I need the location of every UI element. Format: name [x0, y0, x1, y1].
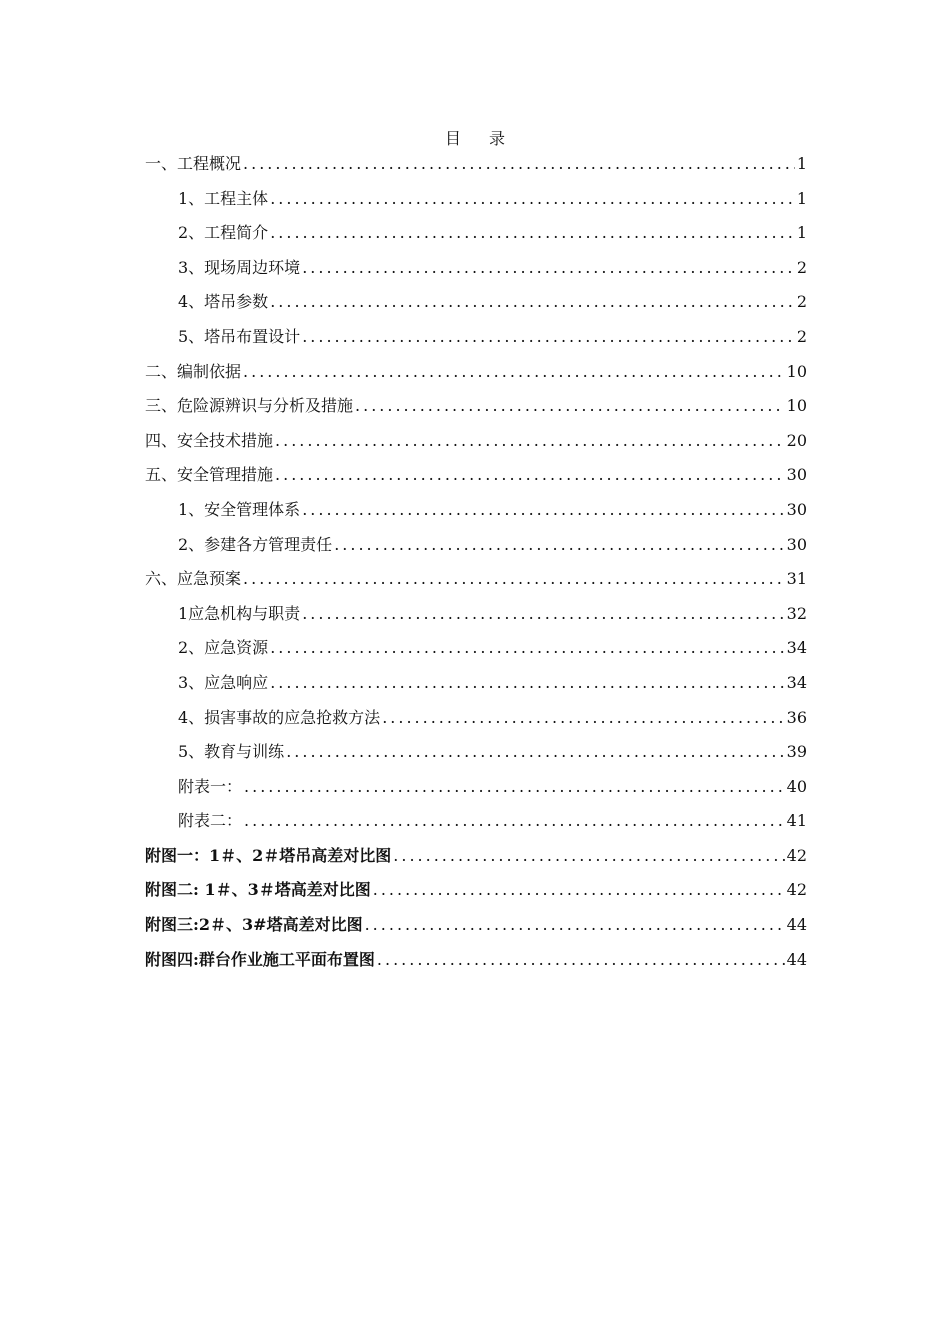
toc-page-number: 1	[796, 154, 807, 173]
toc-entry[interactable]	[145, 285, 807, 320]
toc-page-number: 1	[796, 223, 807, 243]
toc-entry-label: 附图一：1＃、2＃塔吊高差对比图	[145, 845, 392, 865]
toc-dot-leader	[270, 216, 795, 251]
toc-entry[interactable]	[145, 458, 807, 493]
toc-page-number: 30	[786, 499, 807, 519]
toc-entry-label: 三、危险源辨识与分析及措施	[145, 396, 354, 416]
toc-dot-leader	[302, 320, 795, 355]
toc-entry-label: 3、应急响应	[178, 672, 269, 692]
toc-entry[interactable]	[145, 943, 807, 978]
toc-dot-leader	[270, 666, 784, 701]
toc-dot-leader	[270, 182, 795, 217]
toc-title	[0, 126, 950, 149]
toc-entry[interactable]	[145, 493, 807, 528]
toc-entry[interactable]	[145, 701, 807, 736]
toc-page-number: 41	[786, 811, 807, 831]
toc-entry[interactable]	[145, 735, 807, 770]
toc-entry-label: 五、安全管理措施	[145, 465, 274, 485]
toc-page-number: 34	[786, 638, 807, 658]
toc-entry-label: 1、工程主体	[178, 188, 269, 208]
toc-dot-leader	[334, 528, 784, 563]
toc-entry[interactable]	[145, 147, 807, 182]
toc-entry-label: 六、应急预案	[145, 569, 242, 589]
toc-entry[interactable]	[145, 182, 807, 217]
toc-entry-label: 1、安全管理体系	[178, 499, 301, 519]
toc-entry-label: 一、工程概况	[145, 154, 242, 173]
toc-entry[interactable]	[145, 804, 807, 839]
toc-dot-leader	[286, 735, 784, 770]
toc-entry[interactable]	[145, 355, 807, 390]
toc-entry[interactable]	[145, 320, 807, 355]
toc-page-number: 30	[786, 465, 807, 485]
toc-dot-leader	[244, 804, 785, 839]
toc-dot-leader	[275, 458, 785, 493]
toc-entry-label: 附表一：	[178, 776, 243, 796]
toc-entry[interactable]	[145, 908, 807, 943]
toc-page-number: 40	[786, 776, 807, 796]
toc-entry-label: 2、应急资源	[178, 638, 269, 658]
toc-entry[interactable]	[145, 770, 807, 805]
toc-dot-leader	[377, 943, 785, 978]
toc-list	[145, 147, 807, 977]
toc-entry[interactable]	[145, 839, 807, 874]
toc-dot-leader	[302, 493, 784, 528]
toc-page-number: 2	[796, 326, 807, 346]
toc-page-number: 2	[796, 257, 807, 277]
toc-page-number: 44	[786, 915, 807, 935]
toc-entry-label: 5、教育与训练	[178, 742, 285, 762]
toc-page-number: 30	[786, 534, 807, 554]
toc-entry-label: 附表二：	[178, 811, 243, 831]
toc-dot-leader	[302, 251, 795, 286]
toc-entry-label: 附图四:群台作业施工平面布置图	[145, 949, 375, 969]
toc-entry[interactable]	[145, 216, 807, 251]
toc-entry-label: 附图三:2＃、3#塔高差对比图	[145, 915, 363, 935]
toc-dot-leader	[365, 908, 785, 943]
toc-page-number: 10	[786, 361, 807, 381]
toc-entry[interactable]	[145, 562, 807, 597]
toc-dot-leader	[393, 839, 784, 874]
toc-page-number: 20	[786, 430, 807, 450]
toc-page-number: 42	[786, 880, 807, 900]
toc-entry-label: 4、塔吊参数	[178, 292, 269, 312]
toc-page-number: 34	[786, 672, 807, 692]
toc-page-number: 36	[786, 707, 807, 727]
toc-page-number: 32	[786, 603, 807, 623]
toc-dot-leader	[243, 355, 785, 390]
toc-page-number: 2	[796, 292, 807, 312]
toc-entry[interactable]	[145, 389, 807, 424]
toc-entry[interactable]	[145, 251, 807, 286]
toc-entry-label: 5、塔吊布置设计	[178, 326, 301, 346]
toc-entry-label: 二、编制依据	[145, 361, 242, 381]
toc-entry[interactable]	[145, 631, 807, 666]
toc-dot-leader	[270, 285, 795, 320]
toc-page-number: 39	[786, 742, 807, 762]
toc-dot-leader	[243, 562, 785, 597]
toc-title-char: 目	[444, 129, 461, 148]
toc-page-number: 1	[796, 188, 807, 208]
toc-entry[interactable]	[145, 528, 807, 563]
toc-page-number: 42	[786, 845, 807, 865]
toc-entry-label: 附图二: 1＃、3＃塔高差对比图	[145, 880, 371, 900]
toc-entry[interactable]	[145, 666, 807, 701]
toc-dot-leader	[373, 873, 785, 908]
toc-entry[interactable]	[145, 424, 807, 459]
toc-entry-label: 1应急机构与职责	[178, 603, 301, 623]
toc-dot-leader	[302, 597, 784, 632]
toc-dot-leader	[244, 770, 785, 805]
toc-entry-label: 3、现场周边环境	[178, 257, 301, 277]
toc-dot-leader	[270, 631, 784, 666]
toc-page-number: 44	[786, 949, 807, 969]
toc-dot-leader	[355, 389, 785, 424]
toc-entry[interactable]	[145, 873, 807, 908]
toc-entry-label: 2、参建各方管理责任	[178, 534, 333, 554]
toc-page-number: 31	[786, 569, 807, 589]
toc-dot-leader	[382, 701, 784, 736]
toc-title-char: 录	[489, 129, 506, 148]
toc-entry-label: 四、安全技术措施	[145, 430, 274, 450]
toc-dot-leader	[275, 424, 785, 459]
toc-page-number: 10	[786, 396, 807, 416]
toc-entry[interactable]	[145, 597, 807, 632]
toc-dot-leader	[243, 147, 795, 182]
toc-entry-label: 4、损害事故的应急抢救方法	[178, 707, 381, 727]
toc-entry-label: 2、工程简介	[178, 223, 269, 243]
